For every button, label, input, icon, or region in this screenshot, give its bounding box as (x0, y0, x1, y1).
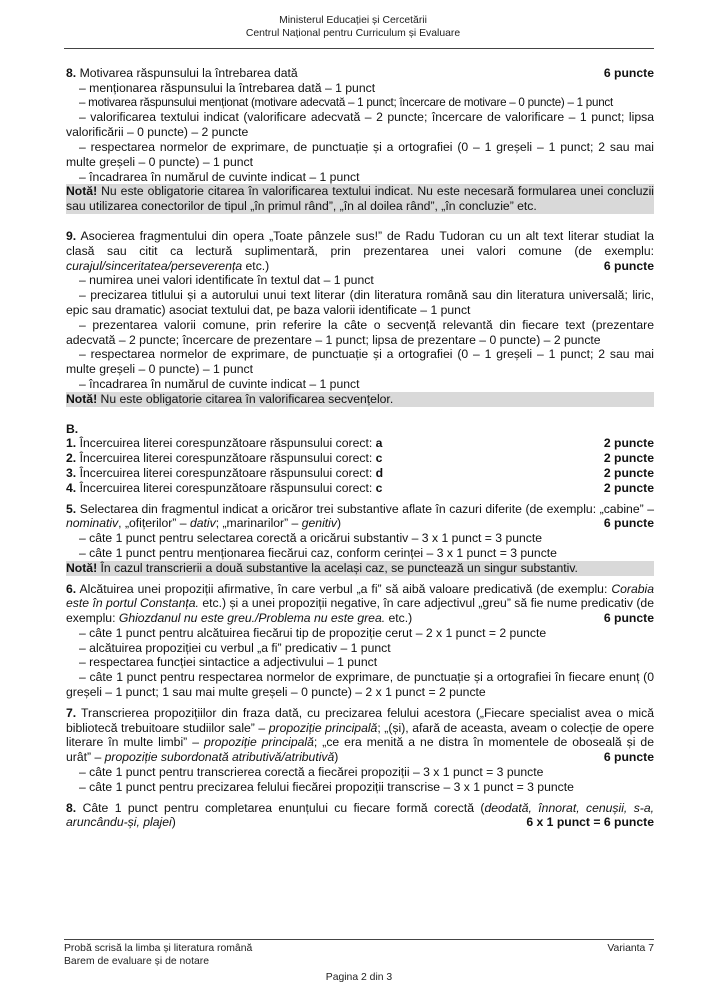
sentence-example: Ghiozdanul nu este greu./Problema nu este grea. (118, 611, 386, 626)
question-9-item: – respectarea normelor de exprimare, de punctuație și a ortografiei (0 – 1 greșeli – 1 punct; 2 sau mai multe greșeli – 0 puncte) – 1 punct (66, 347, 654, 377)
question-6-item: – alcătuirea propoziției cu verbul „a fi” predicativ – 1 punct (79, 640, 391, 655)
mc-number: 2. (66, 451, 77, 466)
question-5-points: 6 puncte (603, 516, 654, 531)
question-7-number: 7. (66, 705, 77, 720)
question-8-note (66, 184, 654, 214)
mc-points: 2 puncte (603, 480, 654, 495)
part-b-section (66, 422, 654, 496)
question-6-item: – respectarea funcției sintactice a adjectivului – 1 punct (79, 655, 378, 670)
case-example: nominativ (66, 516, 119, 531)
question-8-title: Motivarea răspunsului la întrebarea dată (79, 66, 298, 80)
question-7-points: 6 puncte (603, 750, 654, 765)
mc-answer: a (375, 436, 383, 451)
question-7-text: Transcrierea propozițiilor din fraza dată, cu precizarea felului acestora („Fiecare specialist avea o mică bibliotecă trebuitoare studiilor sale” – (66, 705, 655, 735)
question-6-section (66, 582, 654, 700)
note-text: Nu este obligatorie citarea în valorificarea secvențelor. (100, 391, 394, 406)
mc-text: Încercuirea literei corespunzătoare răspunsului corect: (79, 451, 376, 466)
question-8-item: – menționarea răspunsului la întrebarea dată – 1 punct (79, 80, 376, 95)
question-9-item: – prezentarea valorii comune, prin referire la câte o secvență relevantă din fiecare text (prezentare adecvată – 2 puncte; încercare de prezentare – 1 punct; lipsa de prezentare – 0 puncte) – 2 puncte (66, 317, 654, 347)
footer-barem-title: Barem de evaluare și de notare (64, 956, 209, 967)
question-7-text: ; „ce era menită a ne distra în momentele de oboseală și de urât” – (66, 735, 654, 765)
mc-text: Încercuirea literei corespunzătoare răspunsului corect: (79, 480, 376, 495)
clause-type: propoziție principală (203, 735, 314, 750)
question-8b-section (66, 801, 654, 831)
question-9-number: 9. (66, 228, 77, 243)
question-9-title: Asocierea fragmentului din opera „Toate pânzele sus!” de Radu Tudoran cu un alt text literar studiat la clasă sau citit ca lectură suplimentară, prin prezentarea unei valori comune (de exemplu: (66, 228, 654, 258)
question-8-item: – încadrarea în numărul de cuvinte indicat – 1 punct (79, 169, 360, 184)
correct-forms: deodată, înnorat, cenușii, s-a, aruncându-și, plajei (66, 800, 655, 830)
mc-number: 1. (66, 436, 77, 451)
question-7-section (66, 706, 654, 795)
mc-text: Încercuirea literei corespunzătoare răspunsului corect: (79, 436, 376, 451)
clause-type: propoziție principală (268, 720, 378, 735)
question-9-item: – precizarea titlului și a autorului unui text literar (din literatura română sau din literatura universală; liric, epic sau dramatic) asociat textului dat, pe baza valorii identificate – 1 punct (66, 288, 654, 317)
question-6-text: Alcătuirea unei propoziții afirmative, în care verbul „a fi” să aibă valoare predicativă (de exemplu: (79, 581, 612, 596)
question-8-points: 6 puncte (603, 66, 654, 80)
question-8-item: – respectarea normelor de exprimare, de punctuație și a ortografiei (0 – 1 greșeli – 1 punct; 2 sau mai multe greșeli – 0 puncte) – 1 punct (66, 139, 654, 169)
header-divider (64, 48, 654, 49)
mc-points: 2 puncte (603, 465, 654, 480)
mc-points: 2 puncte (603, 451, 654, 466)
question-5-text: , „ofițerilor” – (118, 516, 190, 531)
question-8b-text: Câte 1 punct pentru completarea enunțului cu fiecare formă corectă ( (82, 800, 485, 815)
question-9-section (66, 229, 654, 407)
mc-number: 4. (66, 480, 77, 495)
footer-variant: Varianta 7 (607, 943, 654, 954)
note-label: Notă! (66, 560, 98, 575)
footer-divider (64, 939, 654, 940)
mc-item (66, 436, 654, 451)
question-6-text: etc.) și a unei propoziții negative, în care adjectivul „greu” să fie nume predicativ (de exemplu: (66, 596, 654, 626)
question-5-note (66, 561, 654, 576)
sentence-example: Corabia este în portul Constanța. (66, 581, 654, 611)
question-8-item: – valorificarea textului indicat (valorificare adecvată – 2 puncte; încercare de valorificare – 1 punct; lipsa valorificării – 0 puncte) – 2 puncte (66, 110, 654, 140)
header-ministry: Ministerul Educației și Cercetării (279, 15, 427, 26)
page-header (0, 14, 706, 40)
question-9-example: curajul/sinceritatea/perseverența (66, 258, 243, 273)
footer-exam-title: Probă scrisă la limba și literatura română (64, 943, 253, 954)
question-8-number: 8. (66, 66, 77, 80)
question-8-section (66, 66, 654, 214)
mc-number: 3. (66, 465, 77, 480)
mc-item (66, 466, 654, 481)
mc-item (66, 451, 654, 466)
header-center: Centrul Național pentru Curriculum și Evaluare (245, 28, 461, 39)
part-b-heading: B. (66, 421, 79, 436)
case-example: genitiv (301, 516, 337, 531)
mc-item (66, 481, 654, 496)
question-8b-points: 6 x 1 punct = 6 puncte (526, 815, 654, 830)
note-label: Notă! (66, 391, 98, 406)
mc-answer: c (375, 480, 383, 495)
question-9-note (66, 392, 654, 407)
question-9-item: – încadrarea în numărul de cuvinte indicat – 1 punct (79, 376, 360, 391)
question-6-points: 6 puncte (603, 611, 654, 626)
question-6-text: etc.) (385, 611, 413, 626)
question-7-item: – câte 1 punct pentru transcrierea corectă a fiecărei propoziții – 3 x 1 punct = 3 puncte (79, 765, 544, 780)
question-5-text: Selectarea din fragmentul indicat a oricăror trei substantive aflate în cazuri diferite (de exemplu: „cabine” – (79, 501, 655, 516)
question-7-item: – câte 1 punct pentru precizarea felului fiecărei propoziții transcrise – 3 x 1 punct = 3 puncte (79, 779, 574, 794)
question-6-item: – câte 1 punct pentru respectarea normelor de exprimare, de punctuație și a ortografiei în fiecare enunț (0 greșeli – 1 punct; 1 sau mai multe greșeli – 0 puncte) – 2 x 1 punct = 2 puncte (66, 670, 654, 700)
question-8-item: – motivarea răspunsului menționat (motivare adecvată – 1 punct; încercare de motivare – 0 puncte) – 1 punct (79, 95, 613, 109)
question-6-item: – câte 1 punct pentru alcătuirea fiecărui tip de propoziție cerut – 2 x 1 punct = 2 puncte (79, 625, 547, 640)
question-9-title-end: etc.) (242, 258, 270, 273)
mc-answer: d (375, 465, 384, 480)
footer (64, 942, 654, 968)
mc-points: 2 puncte (603, 436, 654, 451)
question-6-number: 6. (66, 581, 77, 596)
question-8b-number: 8. (66, 800, 77, 815)
question-5-text: ; „marinarilor” – (215, 516, 302, 531)
case-example: dativ (189, 516, 216, 531)
question-7-text: ; „(și), afară de aceasta, aveam o colecție de opere literare în multe limbi” – (66, 720, 654, 750)
question-8b-text: ) (171, 815, 176, 830)
question-5-item: – câte 1 punct pentru menționarea fiecărui caz, conform cerinței – 3 x 1 punct = 3 puncte (79, 545, 557, 560)
question-9-item: – numirea unei valori identificate în textul dat – 1 punct (79, 273, 374, 288)
clause-type: propoziție subordonată atributivă/atributivă (104, 750, 335, 765)
question-9-points: 6 puncte (603, 258, 654, 273)
note-text: Nu este obligatorie citarea în valorificarea textului indicat. Nu este necesară formularea unei concluzii sau utilizarea conectorilor de tipul „în primul rând”, „în al doilea rând”, „în concluzie” etc. (66, 184, 654, 214)
question-5-number: 5. (66, 501, 77, 516)
mc-answer: c (375, 451, 383, 466)
note-label: Notă! (66, 184, 98, 199)
grading-content (66, 66, 654, 830)
question-5-section (66, 502, 654, 576)
question-5-item: – câte 1 punct pentru selectarea corectă a oricărui substantiv – 3 x 1 punct = 3 puncte (79, 531, 543, 546)
question-5-text: ) (336, 516, 342, 531)
page-number: Pagina 2 din 3 (325, 972, 393, 983)
note-text: În cazul transcrierii a două substantive la același caz, se punctează un singur substantiv. (100, 560, 578, 575)
mc-text: Încercuirea literei corespunzătoare răspunsului corect: (79, 465, 376, 480)
question-7-text: ) (334, 750, 339, 765)
